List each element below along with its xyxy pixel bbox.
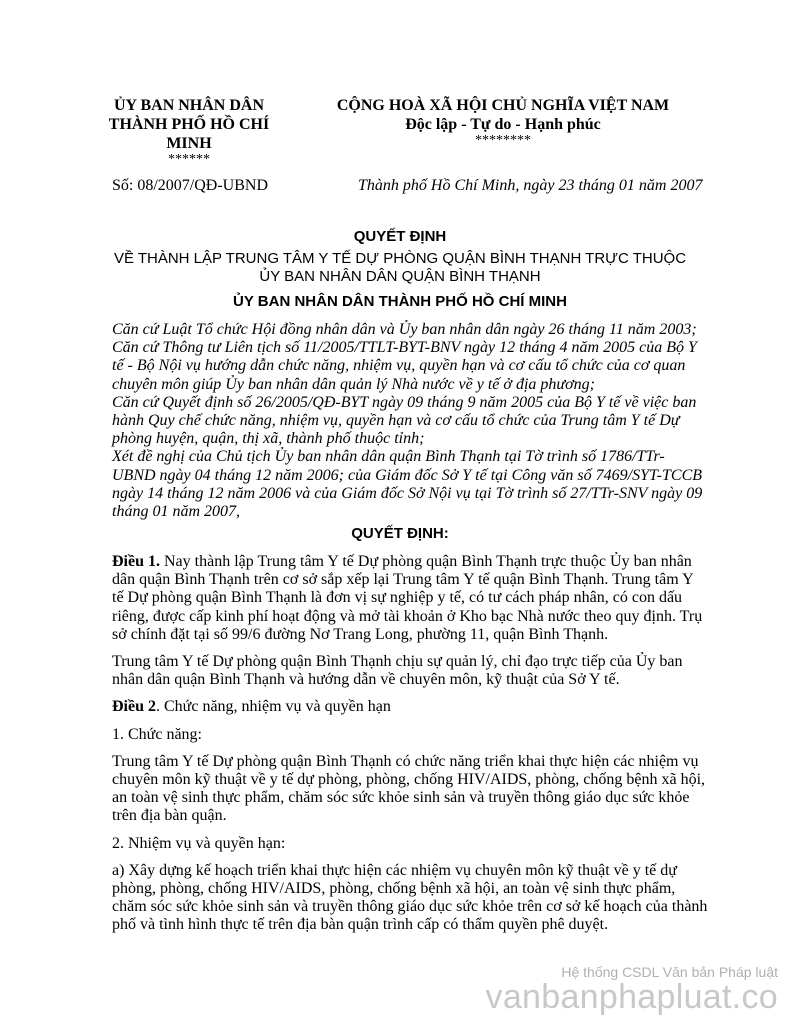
document-body <box>112 553 708 944</box>
watermark-caption: Hệ thống CSDL Văn bản Pháp luật <box>561 964 778 980</box>
preamble-item: Căn cứ Quyết định số 26/2005/QĐ-BYT ngày 09 tháng 9 năm 2005 của Bộ Y tế về việc ban hành Quy chế chức năng, nhiệm vụ, quyền hạn và cơ cấu tổ chức của Trung tâm Y tế Dự phòng huyện, quận, thị xã, thành phố thuộc tỉnh; <box>112 393 697 448</box>
issuer-name-line-2: THÀNH PHỐ HỒ CHÍ <box>108 116 270 133</box>
article-2 <box>112 698 708 716</box>
preamble-item: Căn cứ Luật Tổ chức Hội đồng nhân dân và Ủy ban nhân dân ngày 26 tháng 11 năm 2003; <box>112 321 697 338</box>
article-2-item-2a: a) Xây dựng kế hoạch triển khai thực hiện các nhiệm vụ chuyên môn kỹ thuật về y tế dự phòng, phòng, chống HIV/AIDS, phòng, chống bệnh xã hội, an toàn vệ sinh thực phẩm, chăm sóc sức khỏe sinh sản và truyền thông giáo dục sức khỏe trên cơ sở kế hoạch của thành phố và tình hình thực tế trên địa bàn quận trình cấp có thẩm quyền phê duyệt. <box>112 861 708 934</box>
subject-line-1: VỀ THÀNH LẬP TRUNG TÂM Y TẾ DỰ PHÒNG QUẬN BÌNH THẠNH TRỰC THUỘC <box>113 250 687 267</box>
issuing-authority: ỦY BAN NHÂN DÂN THÀNH PHỐ HỒ CHÍ MINH <box>233 293 567 310</box>
document-date: Thành phố Hồ Chí Minh, ngày 23 tháng 01 năm 2007 <box>358 177 703 194</box>
watermark-site: vanbanphapluat.co <box>485 978 778 1016</box>
article-1-paragraph-2: Trung tâm Y tế Dự phòng quận Bình Thạnh chịu sự quản lý, chỉ đạo trực tiếp của Ủy ban nhân dân quận Bình Thạnh và hướng dẫn về chuyên môn, kỹ thuật của Sở Y tế. <box>112 653 683 689</box>
article-1-label: Điều 1. <box>112 553 160 570</box>
article-2-item-1-text: Trung tâm Y tế Dự phòng quận Bình Thạnh có chức năng triển khai thực hiện các nhiệm vụ chuyên môn kỹ thuật về y tế dự phòng, phòng, chống HIV/AIDS, phòng, chống bệnh xã hội, an toàn vệ sinh thực phẩm, chăm sóc sức khỏe sinh sản và truyền thông giáo dục sức khỏe trên địa bàn quận. <box>112 752 706 825</box>
article-1-text: Nay thành lập Trung tâm Y tế Dự phòng quận Bình Thạnh trực thuộc Ủy ban nhân dân quận Bình Thạnh trên cơ sở sắp xếp lại Trung tâm Y tế quận Bình Thạnh. Trung tâm Y tế Dự phòng quận Bình Thạnh là đơn vị sự nghiệp y tế, có tư cách pháp nhân, có con dấu riêng, được cấp kinh phí hoạt động và mở tài khoản ở Kho bạc Nhà nước theo quy định. Trụ sở chính đặt tại số 99/6 đường Nơ Trang Long, phường 11, quận Bình Thạnh. <box>112 553 703 643</box>
national-name: CỘNG HOÀ XÃ HỘI CHỦ NGHĨA VIỆT NAM <box>336 97 670 114</box>
subject-line-2: ỦY BAN NHÂN DÂN QUẬN BÌNH THẠNH <box>259 268 541 285</box>
article-2-item-1-heading: 1. Chức năng: <box>112 725 202 743</box>
preamble-item: Xét đề nghị của Chủ tịch Ủy ban nhân dân quận Bình Thạnh tại Tờ trình số 1786/TTr-UBND ngày 04 tháng 12 năm 2006; của Giám đốc Sở Y tế tại Công văn số 7469/SYT-TCCB ngày 14 tháng 12 năm 2006 và của Giám đốc Sở Nội vụ tại Tờ trình số 27/TTr-SNV ngày 09 tháng 01 năm 2007, <box>112 448 703 521</box>
article-1 <box>112 553 708 644</box>
national-header <box>318 96 688 148</box>
national-motto: Độc lập - Tự do - Hạnh phúc <box>405 116 601 133</box>
issuer-name-line-1: ỦY BAN NHÂN DÂN <box>113 97 265 114</box>
preamble <box>112 321 708 521</box>
article-2-item-2-heading: 2. Nhiệm vụ và quyền hạn: <box>112 834 286 852</box>
article-2-label: Điều 2 <box>112 698 156 716</box>
decision-heading: QUYẾT ĐỊNH: <box>351 525 449 542</box>
article-2-title: . Chức năng, nhiệm vụ và quyền hạn <box>156 698 391 716</box>
issuer-separator: ****** <box>168 152 210 167</box>
issuer-name-line-3: MINH <box>166 135 212 152</box>
national-separator: ******** <box>475 133 531 148</box>
document-number: Số: 08/2007/QĐ-UBND <box>112 177 269 194</box>
document-subject <box>60 250 740 286</box>
document-title: QUYẾT ĐỊNH <box>353 228 447 245</box>
issuer-header <box>100 96 278 167</box>
preamble-item: Căn cứ Thông tư Liên tịch số 11/2005/TTLT-BYT-BNV ngày 12 tháng 4 năm 2005 của Bộ Y tế - Bộ Nội vụ hướng dẫn chức năng, nhiệm vụ, quyền hạn và cơ cấu tổ chức của cơ quan chuyên môn giúp Ủy ban nhân dân quản lý Nhà nước về y tế ở địa phương; <box>112 339 697 393</box>
